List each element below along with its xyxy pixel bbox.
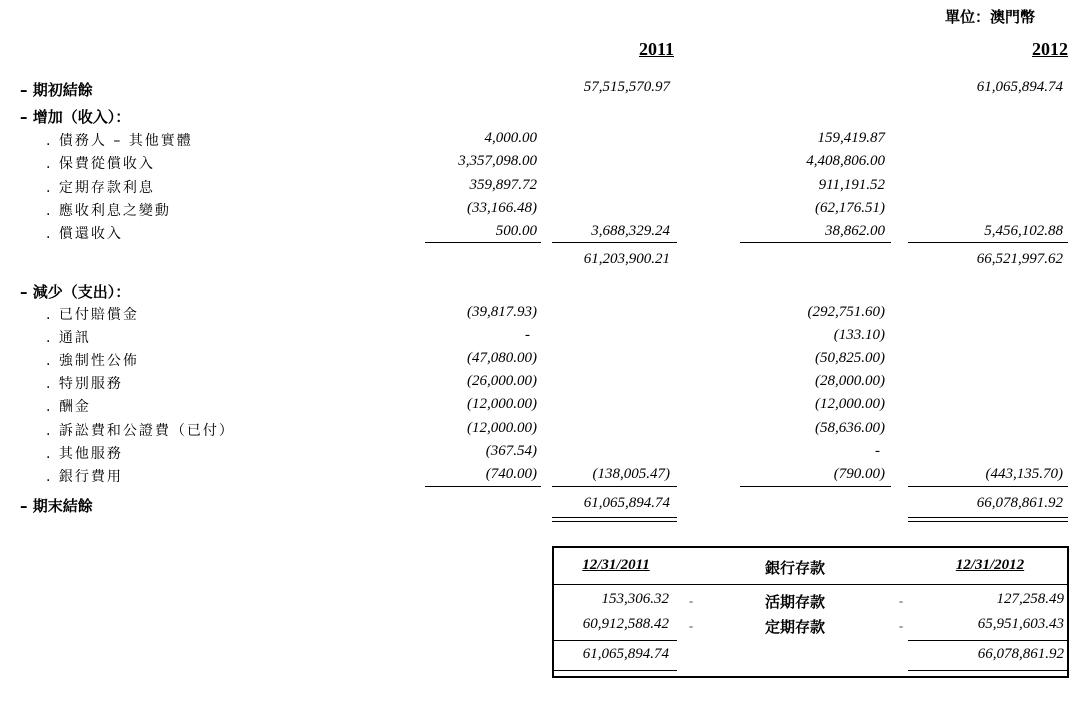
year-header-2012: 2012	[1032, 39, 1068, 59]
decrease-item-label: . 強制性公佈	[46, 353, 139, 369]
bank-row-dash: -	[898, 593, 904, 608]
rule	[425, 486, 541, 487]
increase-section-label: – 增加（收入）：	[20, 108, 131, 126]
year-header-2011: 2011	[638, 39, 674, 59]
rule	[908, 242, 1068, 243]
increase-item-label: . 應收利息之變動	[46, 203, 171, 219]
decrease-item-2011: (12,000.00)	[467, 396, 537, 412]
closing-balance-2012: 66,078,861.92	[976, 495, 1063, 511]
bank-deposits-title: 銀行存款	[764, 559, 825, 577]
bank-row-2011: 153,306.32	[601, 591, 669, 607]
increase-item-2012: 4,408,806.00	[806, 153, 885, 169]
bank-date-2011: 12/31/2011	[582, 557, 650, 573]
decrease-item-2012: (292,751.60)	[807, 304, 885, 320]
rule	[552, 640, 677, 641]
decrease-item-label: . 特別服務	[46, 376, 123, 392]
increase-item-2011: 359,897.72	[469, 177, 537, 193]
bank-date-2012: 12/31/2012	[955, 557, 1025, 573]
increase-item-2012: 38,862.00	[825, 223, 885, 239]
opening-balance-label: – 期初結餘	[20, 81, 93, 99]
subtotal-2011: 61,203,900.21	[583, 251, 670, 267]
increase-item-label: . 保費從償收入	[46, 156, 155, 172]
increase-item-2012: (62,176.51)	[815, 200, 885, 216]
decrease-item-2011: (26,000.00)	[467, 373, 537, 389]
bank-total-2011: 61,065,894.74	[582, 646, 669, 662]
decrease-item-2011: (47,080.00)	[467, 350, 537, 366]
rule	[425, 242, 541, 243]
bank-row-label: 定期存款	[764, 618, 825, 636]
decrease-item-2012: (58,636.00)	[815, 420, 885, 436]
decrease-item-2011: (39,817.93)	[467, 304, 537, 320]
closing-balance-label: – 期末結餘	[20, 497, 93, 515]
double-rule	[908, 670, 1068, 671]
double-rule	[908, 517, 1068, 518]
decrease-section-label: – 減少（支出）：	[20, 283, 131, 301]
opening-balance-2011: 57,515,570.97	[583, 79, 670, 95]
double-rule	[552, 670, 677, 671]
bank-row-2012: 127,258.49	[996, 591, 1064, 607]
increase-item-2012: 911,191.52	[818, 177, 885, 193]
rule	[740, 486, 891, 487]
rule	[908, 640, 1068, 641]
decrease-item-2011: (367.54)	[485, 443, 537, 459]
decrease-item-2012: -	[875, 443, 880, 459]
increase-item-label: . 債務人 – 其他實體	[46, 133, 193, 149]
decrease-total-2012: (443,135.70)	[985, 466, 1063, 482]
decrease-item-label: . 銀行費用	[46, 469, 123, 485]
bank-row-dash: -	[898, 618, 904, 633]
decrease-item-2012: (12,000.00)	[815, 396, 885, 412]
decrease-item-2012: (50,825.00)	[815, 350, 885, 366]
increase-item-2012: 159,419.87	[817, 130, 885, 146]
increase-item-label: . 定期存款利息	[46, 180, 155, 196]
bank-total-2012: 66,078,861.92	[977, 646, 1064, 662]
double-rule	[552, 517, 677, 518]
bank-row-dash: -	[688, 593, 694, 608]
increase-total-2012: 5,456,102.88	[984, 223, 1063, 239]
opening-balance-2012: 61,065,894.74	[976, 79, 1063, 95]
increase-item-2011: (33,166.48)	[467, 200, 537, 216]
unit-label: 單位：澳門幣	[944, 8, 1035, 26]
decrease-item-2011: -	[525, 327, 530, 343]
bank-row-dash: -	[688, 618, 694, 633]
rule	[552, 242, 677, 243]
decrease-item-label: . 其他服務	[46, 446, 123, 462]
bank-row-2011: 60,912,588.42	[582, 616, 669, 632]
increase-total-2011: 3,688,329.24	[591, 223, 670, 239]
double-rule	[552, 521, 677, 522]
decrease-item-2011: (12,000.00)	[467, 420, 537, 436]
rule	[908, 486, 1068, 487]
decrease-total-2011: (138,005.47)	[592, 466, 670, 482]
decrease-item-label: . 已付賠償金	[46, 307, 139, 323]
increase-item-label: . 償還收入	[46, 226, 123, 242]
bank-row-label: 活期存款	[764, 593, 825, 611]
increase-item-2011: 4,000.00	[484, 130, 537, 146]
decrease-item-label: . 通訊	[46, 330, 91, 346]
box-divider	[554, 584, 1067, 585]
increase-item-2011: 3,357,098.00	[458, 153, 537, 169]
decrease-item-2011: (740.00)	[485, 466, 537, 482]
bank-row-2012: 65,951,603.43	[977, 616, 1064, 632]
decrease-item-2012: (28,000.00)	[815, 373, 885, 389]
double-rule	[908, 521, 1068, 522]
decrease-item-label: . 酬金	[46, 399, 91, 415]
decrease-item-2012: (133.10)	[833, 327, 885, 343]
increase-item-2011: 500.00	[495, 223, 537, 239]
decrease-item-2012: (790.00)	[833, 466, 885, 482]
subtotal-2012: 66,521,997.62	[976, 251, 1063, 267]
decrease-item-label: . 訴訟費和公證費（已付）	[46, 423, 235, 439]
rule	[740, 242, 891, 243]
rule	[552, 486, 677, 487]
closing-balance-2011: 61,065,894.74	[583, 495, 670, 511]
